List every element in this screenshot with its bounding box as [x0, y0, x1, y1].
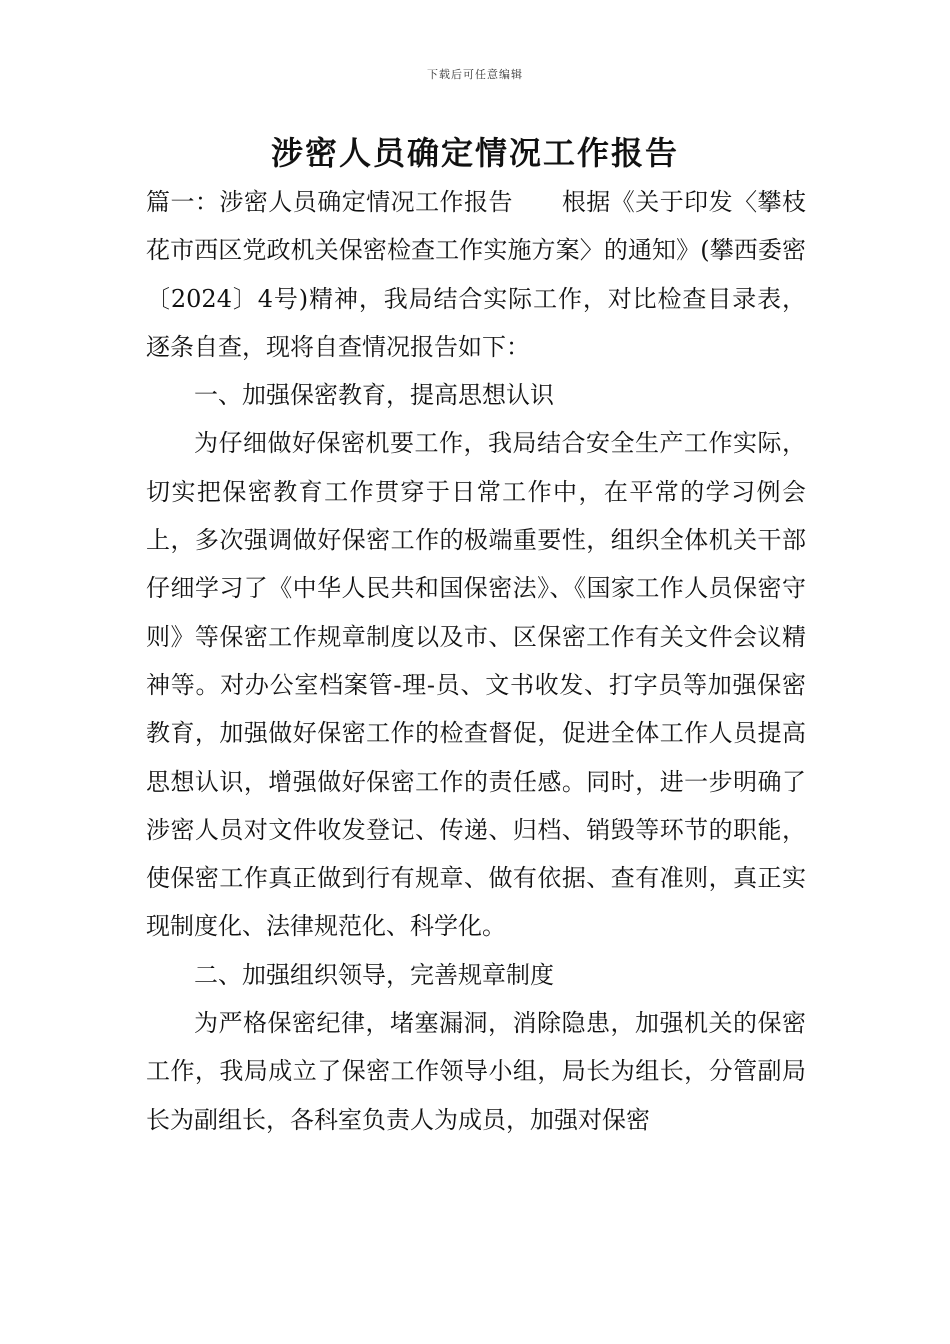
- section-heading-2: 二、加强组织领导，完善规章制度: [194, 960, 554, 989]
- paragraph-intro: 篇一：涉密人员确定情况工作报告 根据《关于印发〈攀枝花市西区党政机关保密检查工作实施方案〉的通知》(攀西委密〔2024〕4号)精神，我局结合实际工作，对比检查目录表，逐条自查，现将自查情况报告如下：: [146, 188, 806, 361]
- document-title: 涉密人员确定情况工作报告: [270, 134, 679, 172]
- document-body: [146, 178, 806, 1144]
- paragraph-section-1: 为仔细做好保密机要工作，我局结合安全生产工作实际，切实把保密教育工作贯穿于日常工作中，在平常的学习例会上，多次强调做好保密工作的极端重要性，组织全体机关干部仔细学习了《中华人民共和国保密法》、《国家工作人员保密守则》等保密工作规章制度以及市、区保密工作有关文件会议精神等。对办公室档案管-理-员、文书收发、打字员等加强保密教育，加强做好保密工作的检查督促，促进全体工作人员提高思想认识，增强做好保密工作的责任感。同时，进一步明确了涉密人员对文件收发登记、传递、归档、销毁等环节的职能，使保密工作真正做到行有规章、做有依据、查有准则，真正实现制度化、法律规范化、科学化。: [146, 429, 806, 941]
- section-heading-1: 一、加强保密教育，提高思想认识: [194, 381, 554, 410]
- paragraph-section-2: 为严格保密纪律，堵塞漏洞，消除隐患，加强机关的保密工作，我局成立了保密工作领导小组，局长为组长，分管副局长为副组长，各科室负责人为成员，加强对保密: [146, 1009, 806, 1134]
- header-note: 下载后可任意编辑: [427, 68, 523, 81]
